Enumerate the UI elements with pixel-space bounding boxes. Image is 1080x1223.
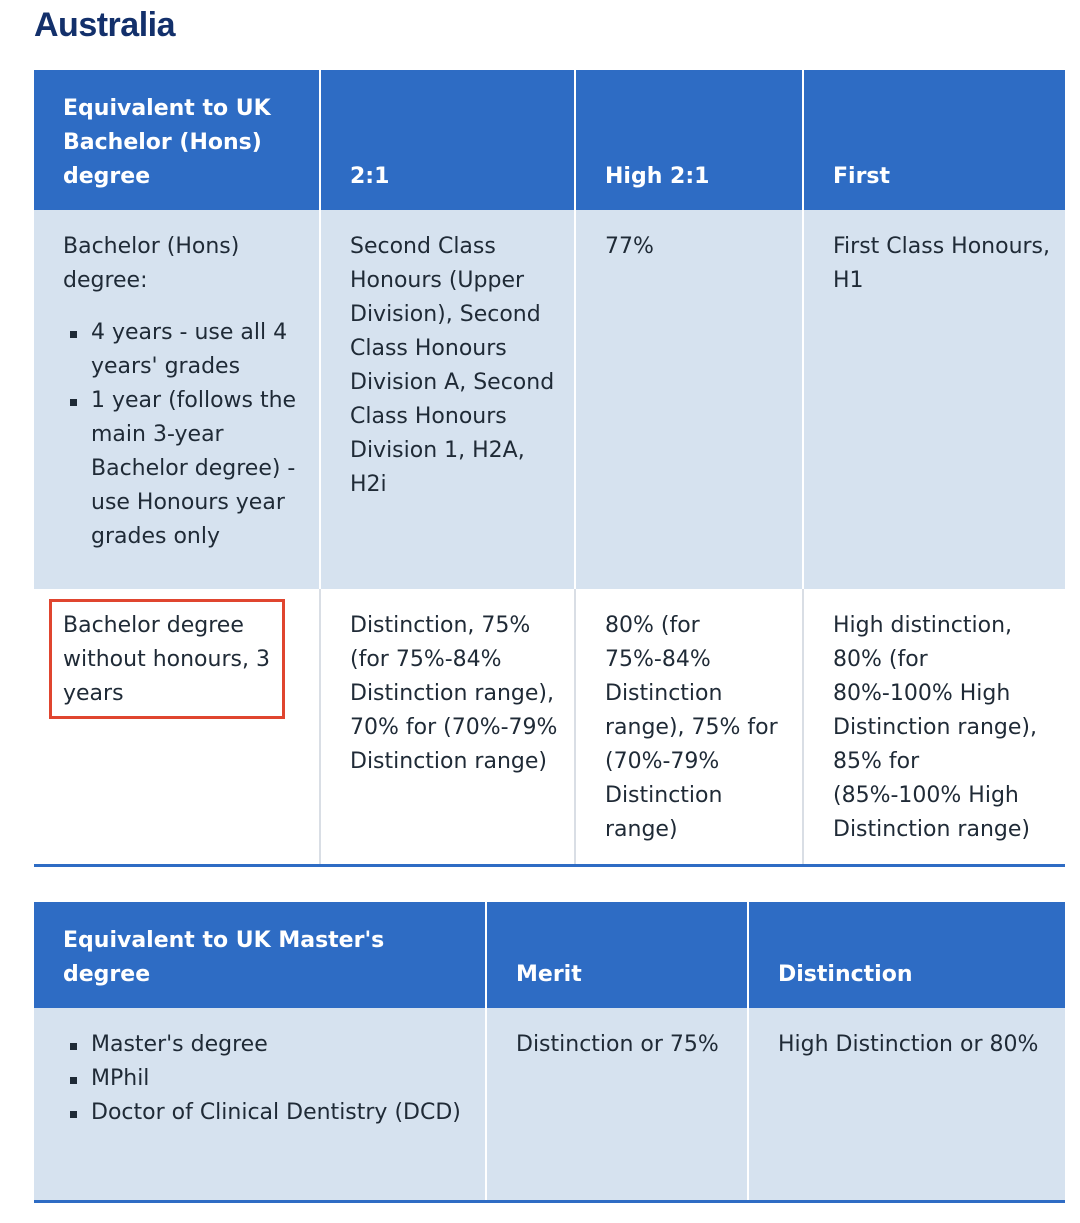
table-header-row (34, 902, 1065, 1008)
header-2-1: 2:1 (320, 70, 575, 210)
degree-variant-list (63, 316, 305, 554)
degree-type-cell (34, 1008, 486, 1201)
bachelor-equivalence-table (34, 70, 1065, 867)
list-item: Master's degree (63, 1028, 471, 1062)
grade-cell-2-1: Second Class Honours (Upper Division), Second Class Honours Division A, Second Class Honours Division 1, H2A, H2i (320, 210, 575, 589)
header-first: First (803, 70, 1065, 210)
degree-type-cell: Bachelor degree without honours, 3 years (34, 589, 320, 865)
grade-cell-first: High distinction, 80% (for 80%-100% High Distinction range), 85% for (85%-100% High Distinction range) (803, 589, 1065, 865)
degree-type-cell (34, 210, 320, 589)
list-item: Doctor of Clinical Dentistry (DCD) (63, 1096, 471, 1130)
header-distinction: Distinction (748, 902, 1065, 1008)
degree-intro: Bachelor (Hons) degree: (63, 234, 240, 293)
table-row (34, 1008, 1065, 1201)
list-item: MPhil (63, 1062, 471, 1096)
table-row (34, 210, 1065, 589)
grade-cell-high-2-1: 80% (for 75%-84% Distinction range), 75% for (70%-79% Distinction range) (575, 589, 803, 865)
master-equivalence-table (34, 902, 1065, 1203)
header-uk-bachelor: Equivalent to UK Bachelor (Hons) degree (34, 70, 320, 210)
header-high-2-1: High 2:1 (575, 70, 803, 210)
header-uk-master: Equivalent to UK Master's degree (34, 902, 486, 1008)
page-title: Australia (34, 6, 175, 44)
grade-cell-2-1: Distinction, 75% (for 75%-84% Distinction range), 70% for (70%-79% Distinction range) (320, 589, 575, 865)
grade-cell-merit: Distinction or 75% (486, 1008, 748, 1201)
grade-cell-high-2-1: 77% (575, 210, 803, 589)
degree-variant-list (63, 1028, 471, 1130)
list-item: 1 year (follows the main 3-year Bachelor degree) - use Honours year grades only (63, 384, 305, 554)
header-merit: Merit (486, 902, 748, 1008)
table-header-row (34, 70, 1065, 210)
grade-cell-distinction: High Distinction or 80% (748, 1008, 1065, 1201)
list-item: 4 years - use all 4 years' grades (63, 316, 305, 384)
table-row (34, 589, 1065, 865)
grade-cell-first: First Class Honours, H1 (803, 210, 1065, 589)
